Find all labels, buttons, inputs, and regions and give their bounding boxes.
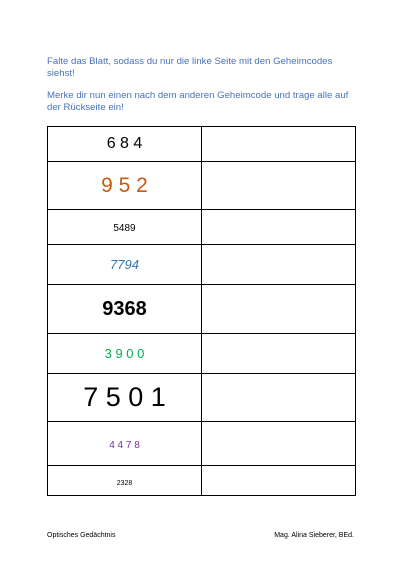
answer-cell [202,466,356,496]
answer-cell [202,285,356,334]
code-cell [48,162,202,210]
code-cell [48,422,202,466]
table-row [48,422,356,466]
table-row [48,374,356,422]
answer-cell [202,245,356,285]
code-cell [48,466,202,496]
secret-code: 6 8 4 [106,135,143,152]
code-cell [48,334,202,374]
answer-cell [202,374,356,422]
answer-cell [202,422,356,466]
secret-code: 7 5 0 1 [83,382,166,412]
secret-code: 9368 [102,297,147,320]
code-cell [48,285,202,334]
table-row [48,245,356,285]
secret-code: 3 9 0 0 [104,345,145,361]
answer-cell [202,162,356,210]
secret-code: 7794 [110,256,139,272]
table-row [48,210,356,245]
instruction-fold: Falte das Blatt, sodass du nur die linke Seite mit den Geheimcodes siehst! [47,56,333,79]
table-row [48,285,356,334]
code-cell [48,127,202,162]
secret-codes-table [47,126,356,496]
secret-code: 4 4 7 8 [109,439,140,451]
secret-code: 9 5 2 [101,173,148,197]
footer-title: Optisches Gedächtnis [47,532,116,539]
secret-code: 5489 [113,223,136,234]
answer-cell [202,334,356,374]
table-row [48,127,356,162]
answer-cell [202,127,356,162]
table-row [48,334,356,374]
code-cell [48,210,202,245]
answer-cell [202,210,356,245]
footer-author: Mag. Alina Sieberer, BEd. [274,532,354,539]
code-cell [48,245,202,285]
instruction-memorize: Merke dir nun einen nach dem anderen Geheimcode und trage alle auf der Rückseite ein! [47,90,349,113]
table-row [48,162,356,210]
code-cell [48,374,202,422]
table-row [48,466,356,496]
secret-code: 2328 [116,479,133,487]
